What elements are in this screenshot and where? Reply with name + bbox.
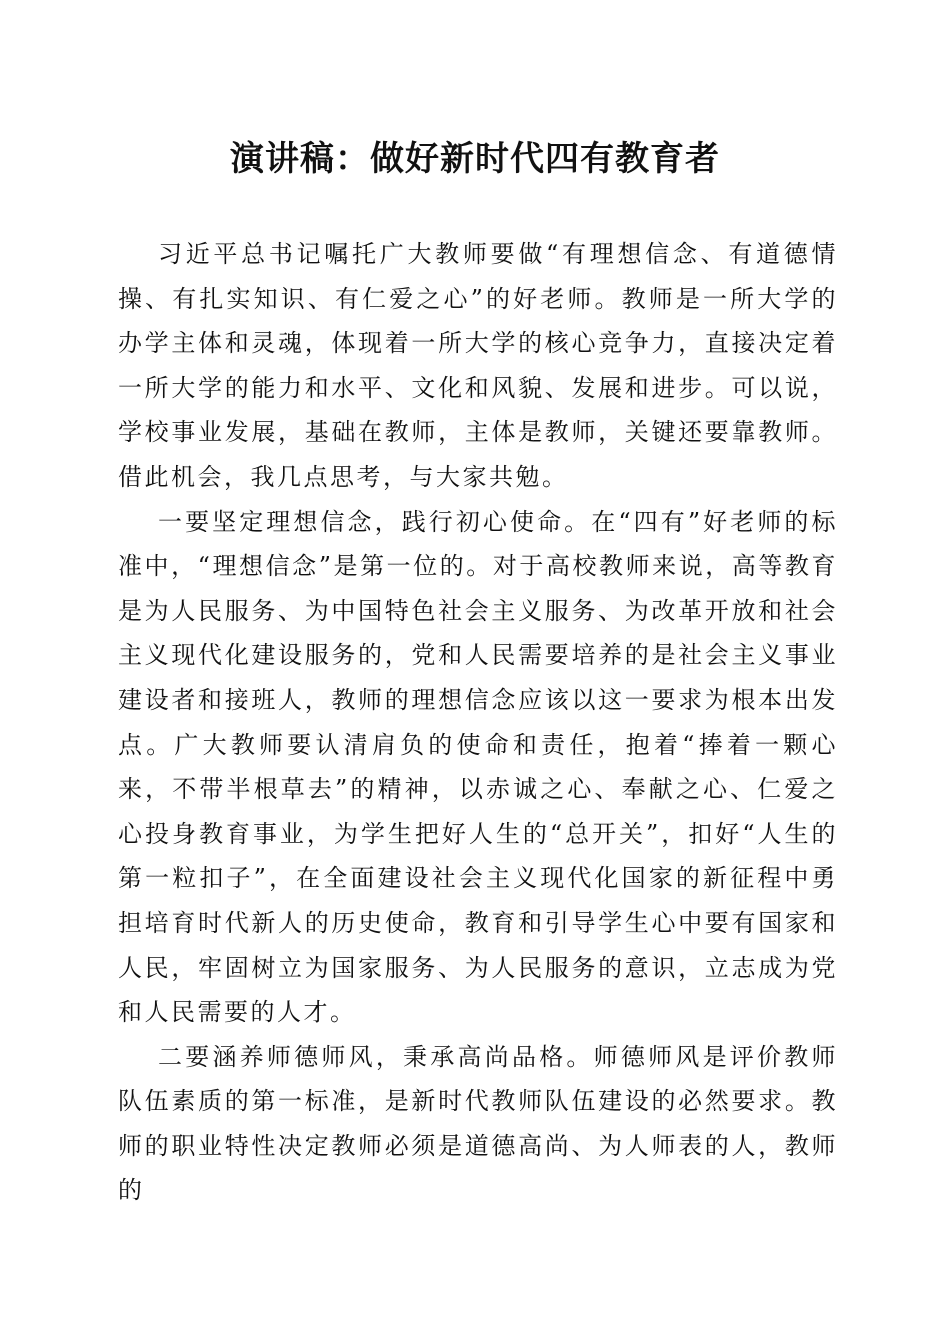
- document-body: [118, 232, 838, 1213]
- document-title: 演讲稿：做好新时代四有教育者: [230, 139, 720, 179]
- paragraph-ideals: 一要坚定理想信念，践行初心使命。在“四有”好老师的标准中，“理想信念”是第一位的。对于高校教师来说，高等教育是为人民服务、为中国特色社会主义服务、为改革开放和社会主义现代化建设服务的，党和人民需要培养的是社会主义事业建设者和接班人，教师的理想信念应该以这一要求为根本出发点。广大教师要认清肩负的使命和责任，抱着“捧着一颗心来，不带半根草去”的精神，以赤诚之心、奉献之心、仁爱之心投身教育事业，为学生把好人生的“总开关”，扣好“人生的第一粒扣子”，在全面建设社会主义现代化国家的新征程中勇担培育时代新人的历史使命，教育和引导学生心中要有国家和人民，牢固树立为国家服务、为人民服务的意识，立志成为党和人民需要的人才。: [118, 507, 838, 1027]
- paragraph-ethics: 二要涵养师德师风，秉承高尚品格。师德师风是评价教师队伍素质的第一标准，是新时代教师队伍建设的必然要求。教师的职业特性决定教师必须是道德高尚、为人师表的人，教师的: [118, 1042, 838, 1205]
- paragraph-intro: 习近平总书记嘱托广大教师要做“有理想信念、有道德情操、有扎实知识、有仁爱之心”的好老师。教师是一所大学的办学主体和灵魂，体现着一所大学的核心竞争力，直接决定着一所大学的能力和水平、文化和风貌、发展和进步。可以说，学校事业发展，基础在教师，主体是教师，关键还要靠教师。借此机会，我几点思考，与大家共勉。: [118, 240, 838, 491]
